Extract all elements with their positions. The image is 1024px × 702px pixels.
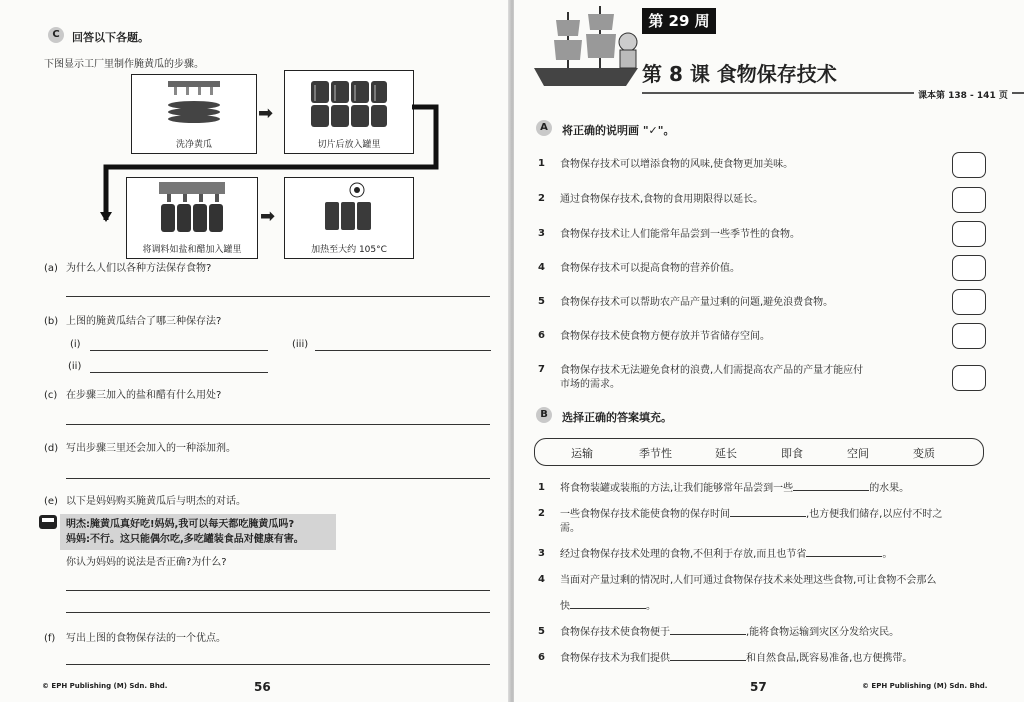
answer-line[interactable]	[66, 424, 490, 425]
item-number: 1	[538, 158, 545, 169]
question-e-text: 以下是妈妈购买腌黄瓜后与明杰的对话。	[66, 496, 246, 507]
statement: 食物保存技术让人们能常年品尝到一些季节性的食物。	[560, 229, 800, 240]
left-page	[0, 0, 510, 702]
question-c-label: (c)	[44, 390, 58, 401]
fill-blank[interactable]	[570, 608, 646, 609]
section-c-badge: C	[48, 27, 64, 43]
answer-i-line[interactable]	[90, 350, 268, 351]
question-a-label: (a)	[44, 263, 58, 274]
audio-icon[interactable]	[38, 512, 58, 532]
step-4-box	[284, 177, 414, 259]
answer-line[interactable]	[66, 478, 490, 479]
answer-ii-line[interactable]	[90, 372, 268, 373]
statement: 食物保存技术可以帮助农产品产量过剩的问题,避免浪费食物。	[560, 297, 834, 308]
filling-machine-icon	[157, 182, 227, 234]
question-b-label: (b)	[44, 316, 59, 327]
fill-sentence: 一些食物保存技术能使食物的保存时间 ,也方便我们储存,以应付不时之	[560, 509, 943, 520]
word-option: 运输	[571, 447, 593, 460]
tick-box[interactable]	[952, 221, 986, 247]
right-page	[514, 0, 1024, 702]
answer-line[interactable]	[66, 664, 490, 665]
answer-i-label: (i)	[70, 339, 81, 350]
question-b-text: 上图的腌黄瓜结合了哪三种保存法?	[66, 316, 222, 327]
word-bank	[534, 438, 984, 466]
step-3-box	[126, 177, 258, 259]
item-number: 5	[538, 626, 545, 637]
word-option: 季节性	[639, 447, 672, 460]
page-number: 56	[254, 680, 271, 694]
item-number: 3	[538, 228, 545, 239]
fill-sentence: 经过食物保存技术处理的食物,不但利于存放,而且也节省 。	[560, 549, 893, 560]
answer-line[interactable]	[66, 296, 490, 297]
fill-blank[interactable]	[793, 490, 869, 491]
tick-box[interactable]	[952, 289, 986, 315]
fill-blank[interactable]	[670, 660, 746, 661]
page-number: 57	[750, 680, 767, 694]
tick-box[interactable]	[952, 152, 986, 178]
fill-sentence: 食物保存技术使食物便于 ,能将食物运输到灾区分发给灾民。	[560, 627, 900, 638]
footer-copyright: © EPH Publishing (M) Sdn. Bhd.	[862, 682, 988, 690]
pirate-ship-icon	[528, 2, 648, 90]
tick-box[interactable]	[952, 323, 986, 349]
answer-line[interactable]	[66, 612, 490, 613]
item-number: 7	[538, 364, 545, 375]
step-2-caption: 切片后放入罐里	[317, 140, 381, 150]
item-number: 6	[538, 652, 545, 663]
section-b-title: 选择正确的答案填充。	[562, 411, 672, 424]
statement: 食物保存技术使食物方便存放并节省储存空间。	[560, 331, 770, 342]
step-3-caption: 将调料如盐和醋加入罐里	[142, 245, 242, 255]
answer-iii-label: (iii)	[292, 339, 309, 350]
section-a-title: 将正确的说明画 "✓"。	[562, 124, 675, 137]
tick-box[interactable]	[952, 187, 986, 213]
fill-sentence: 当面对产量过剩的情况时,人们可通过食物保存技术来处理这些食物,可让食物不会那么	[560, 575, 937, 586]
question-d-label: (d)	[44, 443, 59, 454]
statement-continued: 市场的需求。	[560, 379, 620, 390]
answer-ii-label: (ii)	[68, 361, 82, 372]
word-option: 延长	[715, 447, 737, 460]
item-number: 1	[538, 482, 545, 493]
item-number: 4	[538, 262, 545, 273]
fill-blank[interactable]	[670, 634, 746, 635]
fill-sentence-continued: 需。	[560, 523, 580, 534]
fill-sentence: 食物保存技术为我们提供 和自然食品,既容易准备,也方便携带。	[560, 653, 913, 664]
fill-blank[interactable]	[730, 516, 806, 517]
section-c-title: 回答以下各题。	[72, 31, 149, 44]
arrow-right-icon: ➡	[260, 206, 276, 227]
tick-box[interactable]	[952, 365, 986, 391]
step-1-caption: 洗净黄瓜	[175, 140, 212, 150]
word-option: 空间	[847, 447, 869, 460]
heating-jars-icon	[319, 182, 379, 234]
fill-sentence: 将食物装罐或装瓶的方法,让我们能够常年品尝到一些 的水果。	[560, 483, 910, 494]
week-badge: 第 29 周	[642, 8, 716, 34]
question-f-label: (f)	[44, 633, 56, 644]
item-number: 6	[538, 330, 545, 341]
statement: 食物保存技术无法避免食材的浪费,人们需提高农产品的产量才能应付	[560, 365, 864, 376]
question-d-text: 写出步骤三里还会加入的一种添加剂。	[66, 443, 236, 454]
footer-copyright: © EPH Publishing (M) Sdn. Bhd.	[42, 682, 168, 690]
steps-intro: 下图显示工厂里制作腌黄瓜的步骤。	[44, 59, 204, 70]
item-number: 5	[538, 296, 545, 307]
item-number: 2	[538, 193, 545, 204]
statement: 食物保存技术可以增添食物的风味,使食物更加美味。	[560, 159, 794, 170]
statement: 通过食物保存技术,食物的食用期限得以延长。	[560, 194, 764, 205]
tick-box[interactable]	[952, 255, 986, 281]
question-e-label: (e)	[44, 496, 58, 507]
section-b-badge: B	[536, 407, 552, 423]
item-number: 3	[538, 548, 545, 559]
section-a-badge: A	[536, 120, 552, 136]
item-number: 2	[538, 508, 545, 519]
arrow-right-icon: ➡	[258, 103, 274, 124]
question-c-text: 在步骤三加入的盐和醋有什么用处?	[66, 390, 222, 401]
dialogue-line-1: 明杰:腌黄瓜真好吃!妈妈,我可以每天都吃腌黄瓜吗?	[66, 519, 295, 530]
word-option: 变质	[913, 447, 935, 460]
answer-iii-line[interactable]	[315, 350, 491, 351]
textbook-pages: 课本第 138 - 141 页	[914, 88, 1012, 101]
question-a-text: 为什么人们以各种方法保存食物?	[66, 263, 212, 274]
question-f-text: 写出上图的食物保存法的一个优点。	[66, 633, 226, 644]
step-4-caption: 加热至大约 105°C	[311, 245, 387, 255]
word-option: 即食	[781, 447, 803, 460]
dialogue-line-2: 妈妈:不行。这只能偶尔吃,多吃罐装食品对健康有害。	[66, 534, 304, 545]
question-e-ask: 你认为妈妈的说法是否正确?为什么?	[66, 557, 227, 568]
fill-blank[interactable]	[806, 556, 882, 557]
dialogue-box	[60, 514, 336, 550]
statement: 食物保存技术可以提高食物的营养价值。	[560, 263, 740, 274]
item-number: 4	[538, 574, 545, 585]
fill-sentence-continued: 快 。	[560, 601, 656, 612]
answer-line[interactable]	[66, 590, 490, 591]
lesson-title: 第 8 课 食物保存技术	[642, 62, 837, 86]
